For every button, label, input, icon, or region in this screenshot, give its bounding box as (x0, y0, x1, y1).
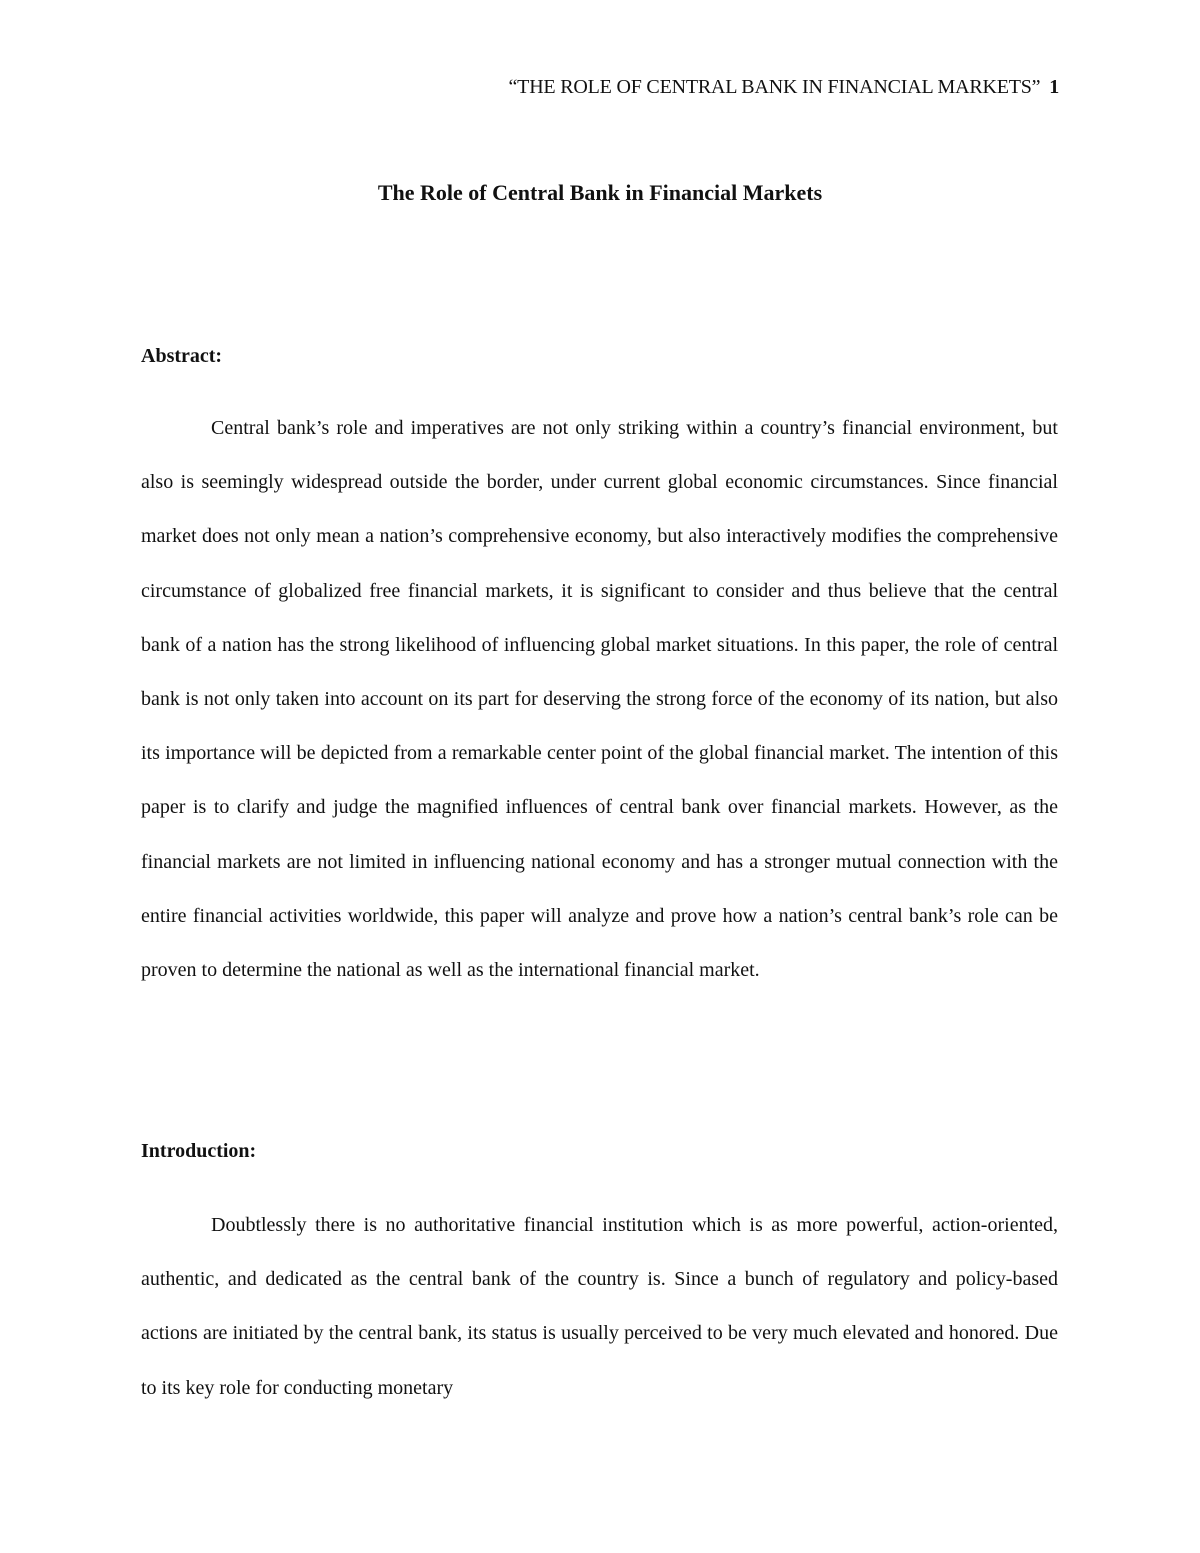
page-number: 1 (1049, 76, 1059, 98)
abstract-paragraph: Central bank’s role and imperatives are not only striking within a country’s financial environment, but also is seemingly widespread outside the border, under current global economic circumstances. Since financial market does not only mean a nation’s comprehensive economy, but also interactively modifies the comprehensive circumstance of globalized free financial markets, it is significant to consider and thus believe that the central bank of a nation has the strong likelihood of influencing global market situations. In this paper, the role of central bank is not only taken into account on its part for deserving the strong force of the economy of its nation, but also its importance will be depicted from a remarkable center point of the global financial market. The intention of this paper is to clarify and judge the magnified influences of central bank over financial markets. However, as the financial markets are not limited in influencing national economy and has a stronger mutual connection with the entire financial activities worldwide, this paper will analyze and prove how a nation’s central bank’s role can be proven to determine the national as well as the international financial market. (141, 417, 1058, 982)
running-head-text: “THE ROLE OF CENTRAL BANK IN FINANCIAL MARKETS” (508, 76, 1041, 98)
document-title: The Role of Central Bank in Financial Markets (377, 180, 823, 205)
abstract-heading: Abstract: (141, 345, 223, 367)
running-head (509, 74, 1060, 100)
introduction-heading: Introduction: (141, 1140, 257, 1162)
introduction-paragraph: Doubtlessly there is no authoritative financial institution which is as more powerful, action-oriented, authentic, and dedicated as the central bank of the country is. Since a bunch of regulatory and policy-based actions are initiated by the central bank, its status is usually perceived to be very much elevated and honored. Due to its key role for conducting monetary (141, 1214, 1058, 1399)
